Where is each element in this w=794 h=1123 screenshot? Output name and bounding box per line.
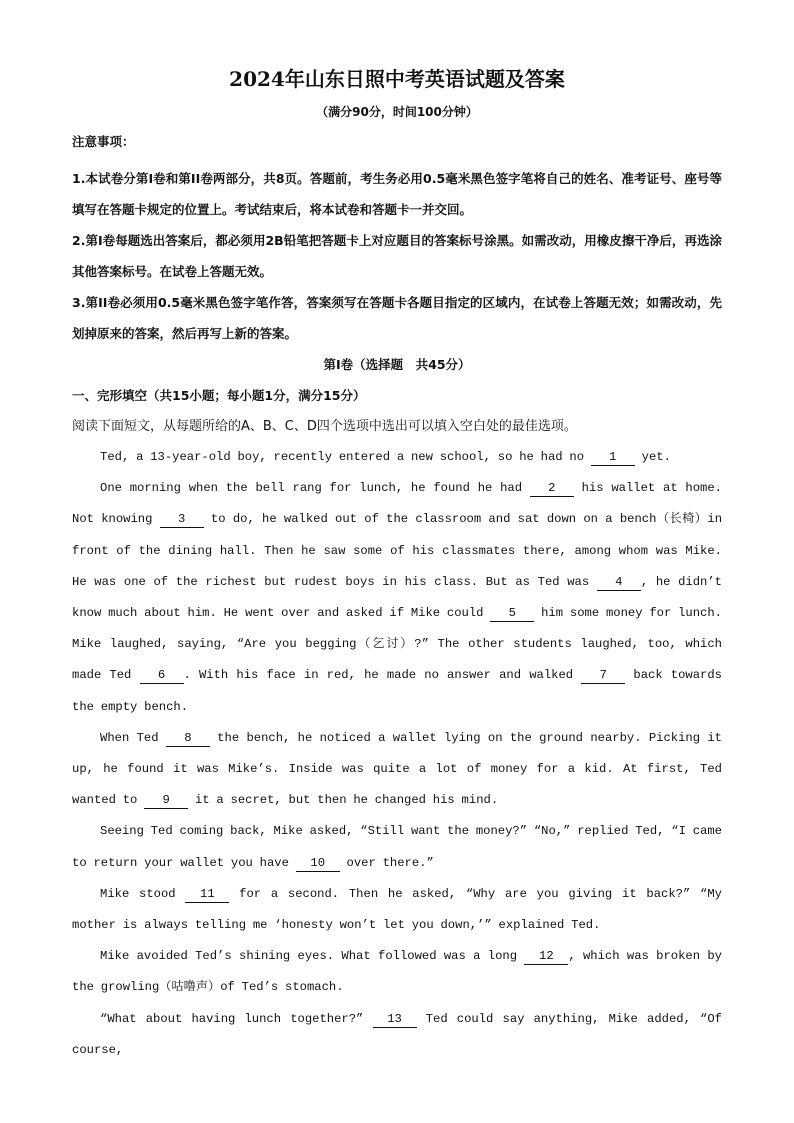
blank-2: 2 [530, 481, 574, 497]
passage-text: . With his face in red, he made no answer and walked [183, 668, 582, 683]
blank-10: 10 [296, 856, 340, 872]
passage-text: it a secret, but then he changed his mind. [188, 793, 499, 808]
page-title: 2024年山东日照中考英语试题及答案 [229, 67, 565, 91]
passage-paragraph-6 [72, 941, 722, 1003]
cloze-instruction: 阅读下面短文，从每题所给的A、B、C、D四个选项中选出可以填入空白处的最佳选项。 [72, 419, 577, 434]
passage-text: the bench, he noticed a wallet lying on the ground nearby. Picking it up, he found it was Mike’s. Inside was quite a lot of money for a kid. At first, Ted wanted to [72, 730, 722, 808]
notice-heading: 注意事项： [72, 134, 135, 149]
blank-7: 7 [581, 668, 625, 684]
passage-text: , he didn’t know much about him. He went over and asked if Mike could [72, 574, 722, 621]
passage-text: When Ted [100, 730, 166, 745]
passage-text: Mike stood [100, 886, 186, 901]
cloze-section-title: 一、完形填空（共15小题；每小题1分，满分15分） [72, 388, 366, 403]
passage-paragraph-2 [72, 473, 722, 723]
passage-text: , which was broken by the growling（咕噜声）of Ted’s stomach. [72, 949, 722, 995]
notice-item-3: 3.第II卷必须用0.5毫米黑色签字笔作答，答案须写在答题卡各题目指定的区域内，在试卷上答题无效；如需改动，先划掉原来的答案，然后再写上新的答案。 [72, 295, 722, 341]
blank-12: 12 [524, 949, 568, 965]
blank-9: 9 [144, 793, 188, 809]
part-one-title: 第I卷（选择题 共45分） [323, 357, 471, 372]
passage-text: Seeing Ted coming back, Mike asked, “Still want the money?” “No,” replied Ted, “I came to return your wallet you have [72, 824, 722, 870]
passage-text: Mike avoided Ted’s shining eyes. What followed was a long [100, 949, 525, 964]
passage-paragraph-3 [72, 723, 722, 817]
passage-text: “What about having lunch together?” [100, 1011, 373, 1026]
blank-13: 13 [373, 1012, 417, 1028]
passage-text: Ted could say anything, Mike added, “Of course, [72, 1011, 722, 1057]
passage-paragraph-1 [72, 442, 722, 473]
passage-text: over there.” [339, 855, 434, 870]
blank-11: 11 [185, 887, 229, 903]
blank-5: 5 [490, 606, 534, 622]
passage-text: Ted, a 13-year-old boy, recently entered a new school, so he had no [100, 450, 591, 464]
passage-paragraph-5 [72, 879, 722, 941]
blank-4: 4 [597, 575, 641, 591]
passage-text: his wallet at home. Not knowing [72, 481, 722, 527]
blank-3: 3 [160, 512, 204, 528]
passage-paragraph-7 [72, 1004, 722, 1066]
passage-text: for a second. Then he asked, “Why are you giving it back?” “My mother is always telling me ‘honesty won’t let you down,’” explained Ted. [72, 886, 722, 933]
blank-8: 8 [166, 731, 210, 747]
passage-paragraph-4 [72, 816, 722, 878]
notice-item-2: 2.第I卷每题选出答案后，都必须用2B铅笔把答题卡上对应题目的答案标号涂黑。如需改动，用橡皮擦干净后，再选涂其他答案标号。在试卷上答题无效。 [72, 233, 722, 279]
passage-text: back towards the empty bench. [72, 668, 722, 714]
passage-text: to do, he walked out of the classroom and sat down on a bench（长椅）in front of the dining hall. Then he saw some of his classmates there, among whom was Mike. He was one of the richest but rudest boys in his class. But as Ted was [72, 512, 723, 589]
passage-text: One morning when the bell rang for lunch, he found he had [100, 481, 530, 496]
exam-page [72, 64, 722, 1066]
blank-6: 6 [140, 668, 184, 684]
passage-text: yet. [634, 450, 671, 464]
exam-score-time: （满分90分，时间100分钟） [316, 105, 478, 119]
notice-item-1: 1.本试卷分第I卷和第II卷两部分，共8页。答题前，考生务必用0.5毫米黑色签字笔将自己的姓名、准考证号、座号等填写在答题卡规定的位置上。考试结束后，将本试卷和答题卡一并交回。 [72, 171, 722, 217]
passage-text: him some money for lunch. Mike laughed, saying, “Are you begging（乞讨）?” The other students laughed, too, which made Ted [72, 606, 722, 683]
blank-1: 1 [591, 450, 635, 466]
